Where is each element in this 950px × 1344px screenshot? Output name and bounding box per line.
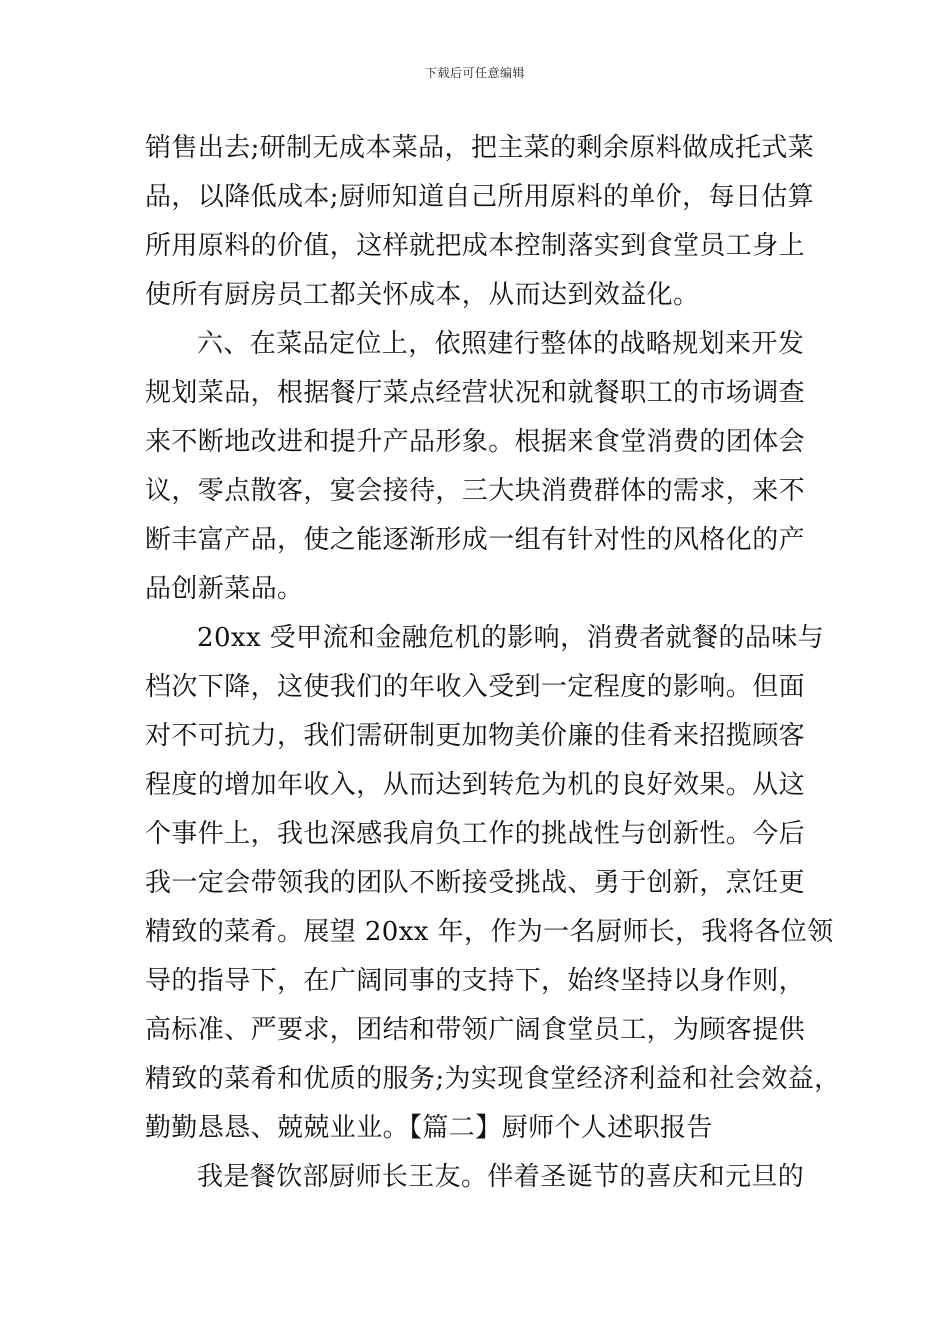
- text-line: 20xx 受甲流和金融危机的影响，消费者就餐的品味与: [197, 623, 825, 653]
- text-line: 高标准、严要求，团结和带领广阔食堂员工，为顾客提供: [145, 1015, 806, 1045]
- text-line: 导的指导下，在广阔同事的支持下，始终坚持以身作则，: [145, 966, 806, 996]
- text-line: 所用原料的价值，这样就把成本控制落实到食堂员工身上: [145, 231, 806, 261]
- paragraph-cost-control: [145, 124, 825, 320]
- page-header: 下载后可任意编辑: [424, 66, 525, 80]
- text-line: 品创新菜品。: [145, 574, 304, 604]
- text-line: 精致的菜肴和优质的服务;为实现食堂经济利益和社会效益，: [145, 1064, 841, 1094]
- document-body: [145, 124, 841, 1202]
- paragraph-dish-positioning: [145, 320, 825, 614]
- text-line: 我一定会带领我的团队不断接受挑战、勇于创新，烹饪更: [145, 868, 806, 898]
- text-line: 对不可抗力，我们需研制更加物美价廉的佳肴来招揽顾客: [145, 721, 806, 751]
- text-line: 销售出去;研制无成本菜品，把主菜的剩余原料做成托式菜: [145, 133, 815, 163]
- text-line: 档次下降，这使我们的年收入受到一定程度的影响。但面: [145, 672, 806, 702]
- text-line: 规划菜品，根据餐厅菜点经营状况和就餐职工的市场调查: [145, 378, 806, 408]
- text-line: 程度的增加年收入，从而达到转危为机的良好效果。从这: [145, 770, 806, 800]
- text-line: 勤勤恳恳、兢兢业业。【篇二】厨师个人述职报告: [145, 1113, 713, 1143]
- text-line: 断丰富产品，使之能逐渐形成一组有针对性的风格化的产: [145, 525, 806, 555]
- paragraph-outlook: [145, 614, 841, 1153]
- text-line: 来不断地改进和提升产品形象。根据来食堂消费的团体会: [145, 427, 806, 457]
- text-line: 品，以降低成本;厨师知道自己所用原料的单价，每日估算: [145, 182, 815, 212]
- text-line: 精致的菜肴。展望 20xx 年，作为一名厨师长，我将各位领: [145, 917, 834, 947]
- text-line: 个事件上，我也深感我肩负工作的挑战性与创新性。今后: [145, 819, 806, 849]
- text-line: 我是餐饮部厨师长王友。伴着圣诞节的喜庆和元旦的: [197, 1162, 805, 1192]
- paragraph-report-intro: [145, 1153, 825, 1202]
- text-line: 议，零点散客，宴会接待，三大块消费群体的需求，来不: [145, 476, 806, 506]
- text-line: 六、在菜品定位上，依照建行整体的战略规划来开发: [197, 329, 805, 359]
- text-line: 使所有厨房员工都关怀成本，从而达到效益化。: [145, 280, 700, 310]
